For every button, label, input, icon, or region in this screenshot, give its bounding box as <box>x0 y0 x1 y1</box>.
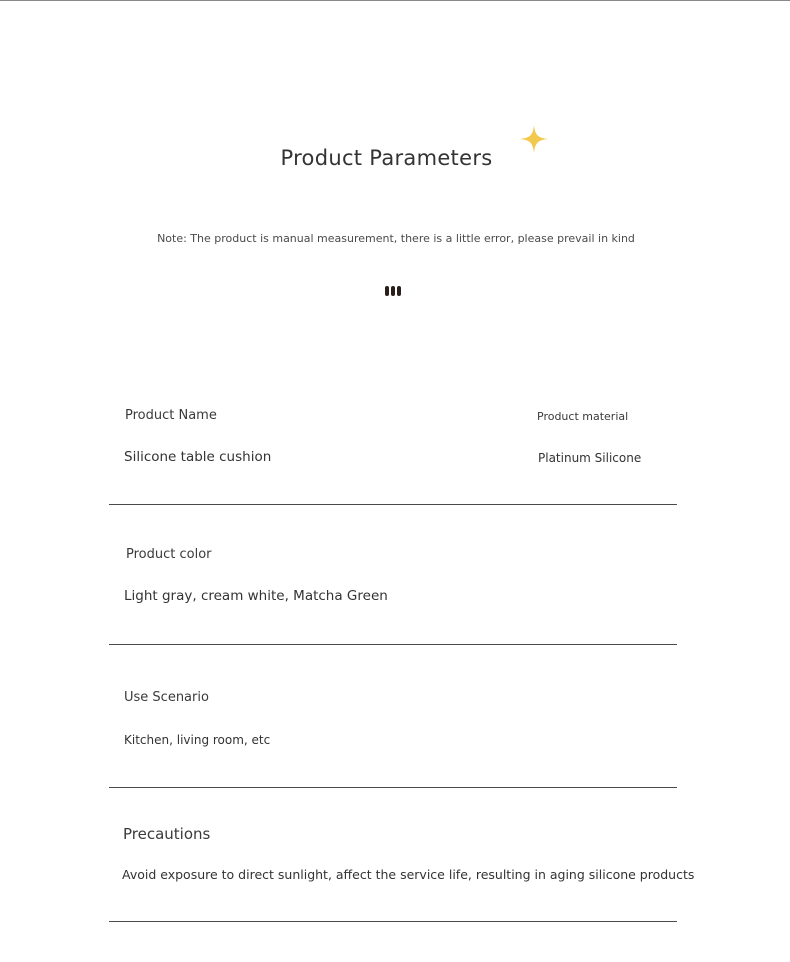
product-name-label: Product Name <box>125 408 217 423</box>
precautions-label: Precautions <box>123 825 211 843</box>
precautions-value: Avoid exposure to direct sunlight, affect the service life, resulting in aging silicone products <box>122 867 695 882</box>
product-color-label: Product color <box>126 547 212 562</box>
divider <box>109 504 677 505</box>
divider <box>109 644 677 645</box>
page-title: Product Parameters <box>280 146 493 170</box>
product-color-value: Light gray, cream white, Matcha Green <box>124 588 388 604</box>
dot-bar <box>391 286 395 296</box>
product-material-value: Platinum Silicone <box>538 451 642 465</box>
dot-bar <box>397 286 401 296</box>
dot-bar <box>385 286 389 296</box>
four-point-star-icon <box>519 124 549 154</box>
divider <box>109 921 677 922</box>
use-scenario-label: Use Scenario <box>124 690 209 705</box>
product-material-label: Product material <box>537 410 629 423</box>
section-dots-icon <box>385 286 401 296</box>
top-border-line <box>0 0 790 1</box>
use-scenario-value: Kitchen, living room, etc <box>124 733 271 747</box>
divider <box>109 787 677 788</box>
measurement-note: Note: The product is manual measurement, there is a little error, please prevail in kind <box>157 232 635 245</box>
product-name-value: Silicone table cushion <box>124 449 272 465</box>
